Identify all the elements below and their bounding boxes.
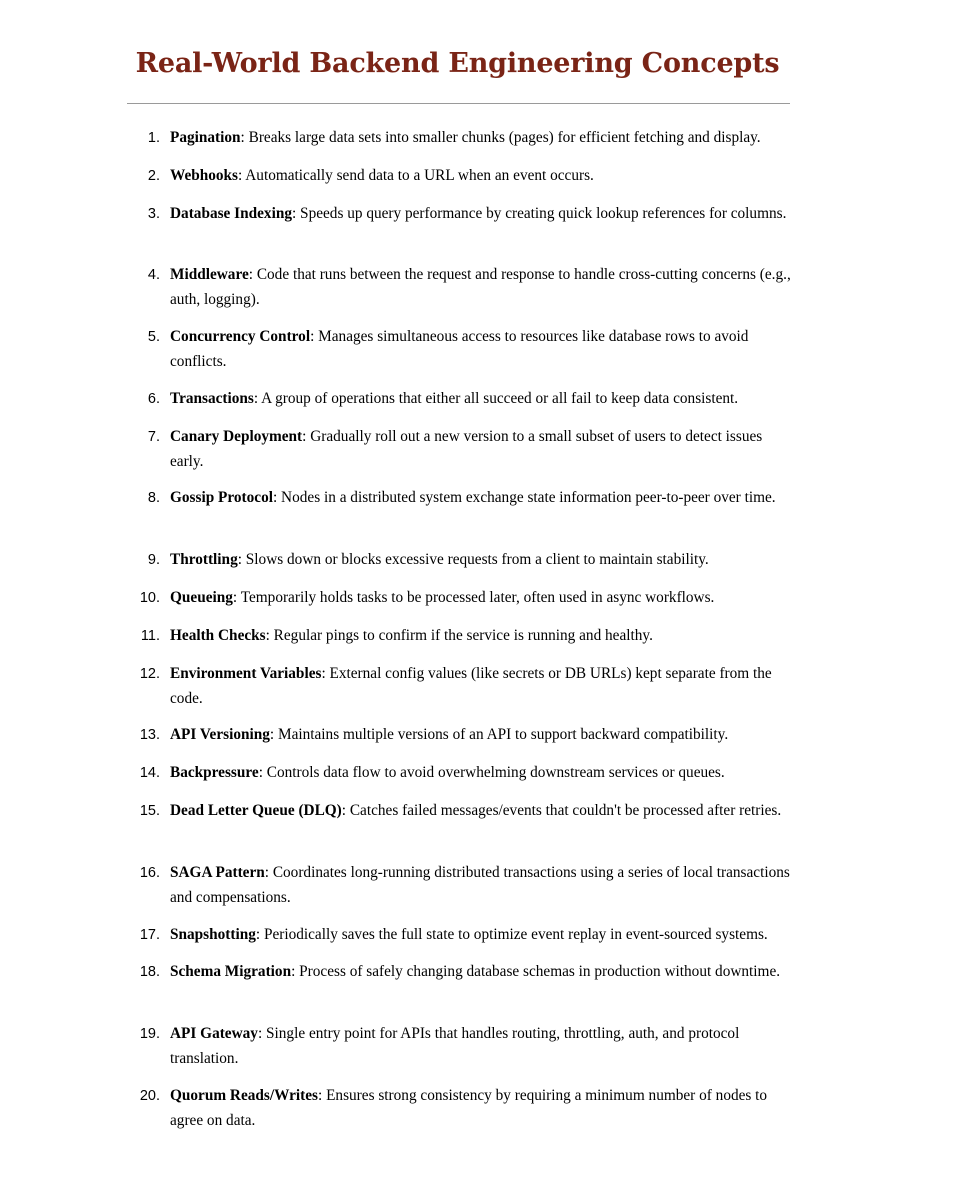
title-divider [127, 103, 790, 104]
concept-term: Health Checks [170, 627, 266, 644]
list-item-number: 5. [147, 329, 160, 345]
list-item-number: 14. [139, 765, 160, 781]
concept-description: : Code that runs between the request and response to handle cross-cutting concerns (e.g., auth, logging). [170, 266, 791, 308]
list-item-text [170, 923, 792, 948]
concept-term: Transactions [170, 390, 254, 407]
list-item-text [170, 1084, 792, 1133]
concept-term: Snapshotting [170, 926, 256, 943]
concept-term: Dead Letter Queue (DLQ) [170, 802, 342, 819]
concept-description: : Temporarily holds tasks to be processed later, often used in async workflows. [232, 589, 715, 606]
concept-description: : A group of operations that either all succeed or all fail to keep data consistent. [253, 390, 739, 407]
list-item-text [170, 624, 792, 649]
list-item-text [170, 799, 792, 824]
concept-description: : Process of safely changing database schemas in production without downtime. [291, 963, 781, 980]
concept-term: Database Indexing [170, 205, 292, 222]
list-item-number: 7. [147, 429, 160, 445]
list-item-text [170, 586, 792, 611]
list-item-text [170, 202, 792, 227]
concept-term: API Versioning [170, 726, 270, 743]
list-item-text [170, 425, 792, 474]
list-item-text [170, 662, 792, 711]
concept-description: : Periodically saves the full state to optimize event replay in event-sourced systems. [255, 926, 768, 943]
list-item-number: 13. [139, 727, 160, 743]
concept-description: : Catches failed messages/events that couldn't be processed after retries. [341, 802, 782, 819]
concept-description: : Ensures strong consistency by requiring a minimum number of nodes to agree on data. [170, 1087, 768, 1129]
list-item-number: 11. [140, 628, 160, 644]
list-item-number: 16. [139, 865, 160, 881]
list-item-number: 12. [139, 666, 160, 682]
concept-description: : Slows down or blocks excessive requests from a client to maintain stability. [237, 551, 709, 568]
list-item-number: 18. [139, 964, 160, 980]
list-item-number: 3. [147, 206, 160, 222]
list-item-text [170, 486, 792, 511]
concept-term: Canary Deployment [170, 428, 303, 445]
concept-description: : Breaks large data sets into smaller chunks (pages) for efficient fetching and display. [240, 129, 761, 146]
concept-term: Throttling [170, 551, 238, 568]
concept-term: Webhooks [170, 167, 239, 184]
list-item-text [170, 548, 792, 573]
concept-description: : Speeds up query performance by creating quick lookup references for columns. [291, 205, 787, 222]
concept-term: Queueing [170, 589, 233, 606]
concept-description: : Coordinates long-running distributed transactions using a series of local transactions and compensations. [170, 864, 790, 906]
list-item-number: 9. [147, 552, 160, 568]
list-item-text [170, 126, 792, 151]
concept-term: API Gateway [170, 1025, 258, 1042]
list-item-number: 19. [139, 1026, 160, 1042]
concept-term: SAGA Pattern [170, 864, 265, 881]
list-item-text [170, 387, 792, 412]
list-item-number: 1. [147, 130, 160, 146]
concept-description: : External config values (like secrets or DB URLs) kept separate from the code. [170, 665, 772, 707]
concept-term: Concurrency Control [170, 328, 311, 345]
concept-term: Middleware [170, 266, 249, 283]
list-item-number: 4. [147, 267, 160, 283]
list-item-number: 6. [147, 391, 160, 407]
list-item-number: 10. [139, 590, 160, 606]
concept-description: : Regular pings to confirm if the service is running and healthy. [265, 627, 653, 644]
concept-description: : Gradually roll out a new version to a small subset of users to detect issues early. [170, 428, 763, 470]
list-item-text [170, 325, 792, 374]
list-item-text [170, 723, 792, 748]
list-item-number: 2. [147, 168, 160, 184]
concept-description: : Single entry point for APIs that handles routing, throttling, auth, and protocol translation. [170, 1025, 740, 1067]
concept-description: : Manages simultaneous access to resources like database rows to avoid conflicts. [170, 328, 749, 370]
list-item-text [170, 1022, 792, 1071]
concept-term: Pagination [170, 129, 241, 146]
list-item-number: 20. [139, 1088, 160, 1104]
concept-term: Gossip Protocol [170, 489, 273, 506]
list-item-number: 8. [147, 490, 160, 506]
concept-description: : Automatically send data to a URL when an event occurs. [238, 167, 594, 184]
list-item-text [170, 164, 792, 189]
list-item-number: 17. [139, 927, 160, 943]
concept-term: Quorum Reads/Writes [170, 1087, 319, 1104]
list-item-text [170, 263, 792, 312]
list-item-text [170, 960, 792, 985]
list-item-number: 15. [139, 803, 160, 819]
concept-term: Backpressure [170, 764, 259, 781]
list-item-text [170, 761, 792, 786]
concept-description: : Nodes in a distributed system exchange state information peer-to-peer over time. [272, 489, 776, 506]
concept-description: : Maintains multiple versions of an API to support backward compatibility. [269, 726, 729, 743]
page-title: Real-World Backend Engineering Concepts [135, 48, 780, 79]
list-item-text [170, 861, 792, 910]
concept-term: Schema Migration [170, 963, 292, 980]
concept-description: : Controls data flow to avoid overwhelming downstream services or queues. [258, 764, 725, 781]
concept-term: Environment Variables [170, 665, 322, 682]
